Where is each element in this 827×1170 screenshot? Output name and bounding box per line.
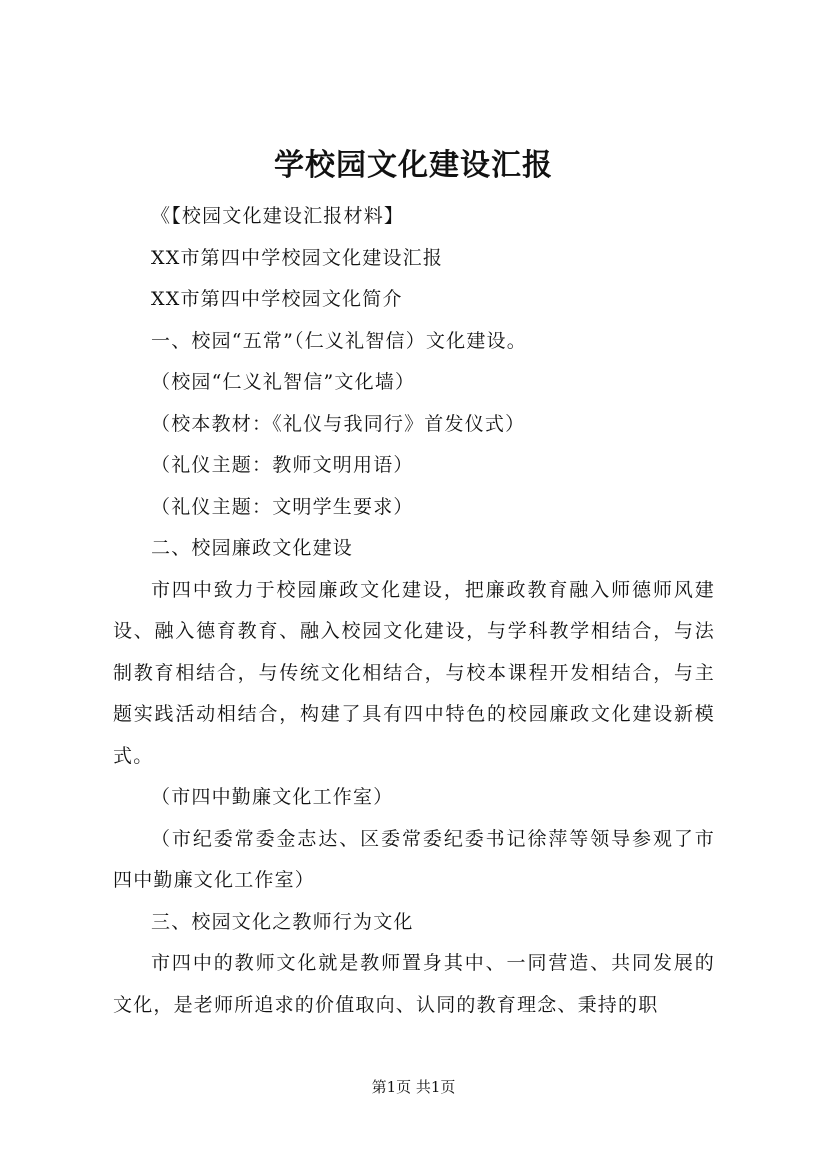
- paragraph-7: （礼仪主题：教师文明用语）: [151, 454, 414, 476]
- document-title: 学校园文化建设汇报: [274, 148, 553, 183]
- section-heading-2: 二、校园廉政文化建设: [151, 537, 354, 559]
- page-footer: 第1页 共1页: [371, 1078, 456, 1096]
- section-heading-1: 一、校园“五常”（仁义礼智信）文化建设。: [151, 329, 527, 352]
- document-body: [113, 196, 715, 1026]
- section-heading-3: 三、校园文化之教师行为文化: [151, 910, 414, 933]
- paragraph-12: （市纪委常委金志达、区委常委纪委书记徐萍等领导参观了市四中勤廉文化工作室）: [113, 827, 715, 891]
- paragraph-10: 市四中致力于校园廉政文化建设，把廉政教育融入师德师风建设、融入德育教育、融入校园文化建设，与学科教学相结合，与法制教育相结合，与传统文化相结合，与校本课程开发相结合，与主题实践活动相结合，构建了具有四中特色的校园廉政文化建设新模式。: [113, 578, 715, 767]
- paragraph-6: （校本教材：《礼仪与我同行》首发仪式）: [151, 412, 526, 435]
- paragraph-5: （校园“仁义礼智信”文化墙）: [151, 371, 416, 393]
- paragraph-14: 市四中的教师文化就是教师置身其中、一同营造、共同发展的文化，是老师所追求的价值取向、认同的教育理念、秉持的职: [113, 952, 715, 1016]
- paragraph-2: XX市第四中学校园文化建设汇报: [151, 246, 444, 269]
- paragraph-3: XX市第四中学校园文化简介: [151, 288, 403, 310]
- paragraph-11: （市四中勤廉文化工作室）: [151, 786, 394, 808]
- paragraph-8: （礼仪主题：文明学生要求）: [151, 495, 414, 518]
- paragraph-1: 《【校园文化建设汇报材料】: [151, 205, 405, 227]
